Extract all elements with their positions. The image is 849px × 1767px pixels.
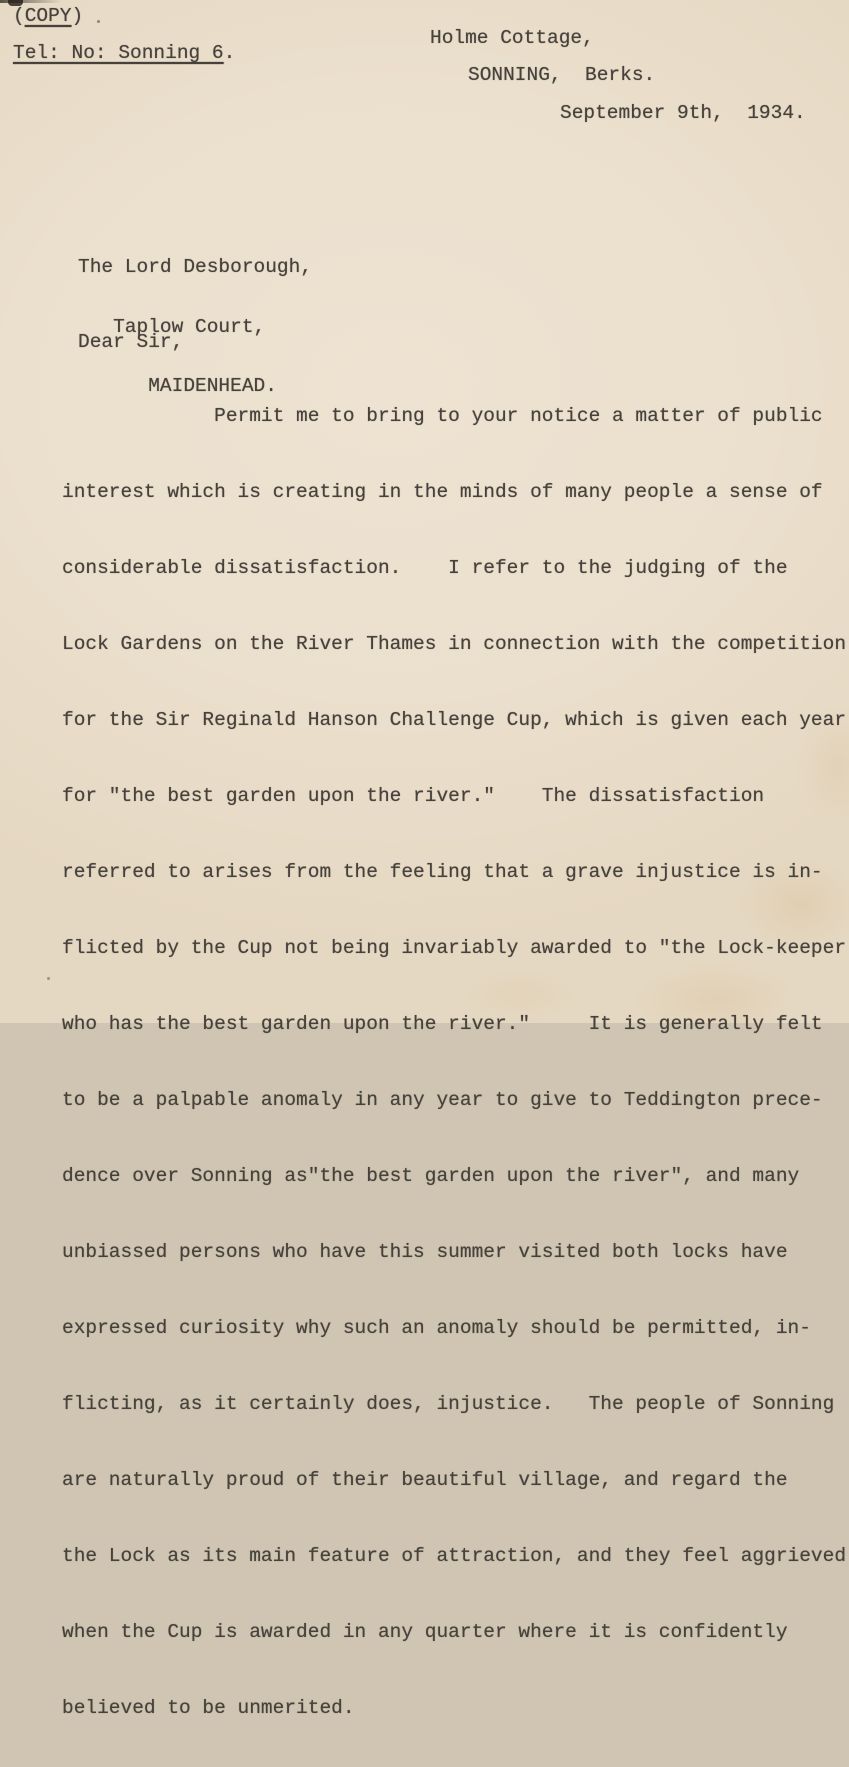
body-line: for the Sir Reginald Hanson Challenge Cup, which is given each year	[62, 709, 847, 731]
body-line: unbiassed persons who have this summer visited both locks have	[62, 1241, 788, 1263]
body-line: dence over Sonning as"the best garden upon the river", and many	[62, 1165, 800, 1187]
body-line: considerable dissatisfaction. I refer to the judging of the	[62, 557, 788, 579]
sender-address-line-1: Holme Cottage,	[430, 27, 594, 49]
recipient-address-line: Taplow Court,	[78, 315, 266, 338]
telephone-period: .	[223, 42, 236, 64]
sender-address-line-2: SONNING, Berks.	[468, 64, 656, 86]
recipient-name: The Lord Desborough,	[78, 256, 313, 278]
body-line: Permit me to bring to your notice a matter of public	[62, 405, 823, 427]
body-line: when the Cup is awarded in any quarter where it is confidently	[62, 1621, 788, 1643]
body-line: flicting, as it certainly does, injustice. The people of Sonning	[62, 1393, 835, 1415]
body-line: are naturally proud of their beautiful village, and regard the	[62, 1469, 788, 1491]
ink-speck	[97, 20, 100, 23]
telephone-line	[13, 44, 235, 64]
body-line: the Lock as its main feature of attraction, and they feel aggrieved	[62, 1545, 847, 1567]
ink-speck	[47, 977, 50, 980]
body-line: Lock Gardens on the River Thames in connection with the competition	[62, 633, 847, 655]
letter-body	[62, 359, 846, 1766]
salutation: Dear Sir,	[78, 331, 184, 353]
copy-paren-open: (	[13, 5, 25, 27]
copy-label: COPY	[24, 5, 72, 27]
body-line: who has the best garden upon the river." It is generally felt	[62, 1013, 823, 1035]
telephone-number: Tel: No: Sonning 6	[13, 42, 224, 64]
letter-date: September 9th, 1934.	[560, 102, 806, 124]
body-line: flicted by the Cup not being invariably awarded to "the Lock-keeper	[62, 937, 847, 959]
copy-stamp	[13, 7, 83, 27]
body-line: expressed curiosity why such an anomaly should be permitted, in-	[62, 1317, 811, 1339]
body-line: interest which is creating in the minds of many people a sense of	[62, 481, 823, 503]
body-line: for "the best garden upon the river." The dissatisfaction	[62, 785, 765, 807]
body-line: believed to be unmerited.	[62, 1697, 355, 1719]
recipient-town: MAIDENHEAD.	[78, 375, 277, 397]
copy-paren-close: )	[71, 5, 84, 27]
body-line: referred to arises from the feeling that a grave injustice is in-	[62, 861, 823, 883]
body-line: to be a palpable anomaly in any year to give to Teddington prece-	[62, 1089, 823, 1111]
